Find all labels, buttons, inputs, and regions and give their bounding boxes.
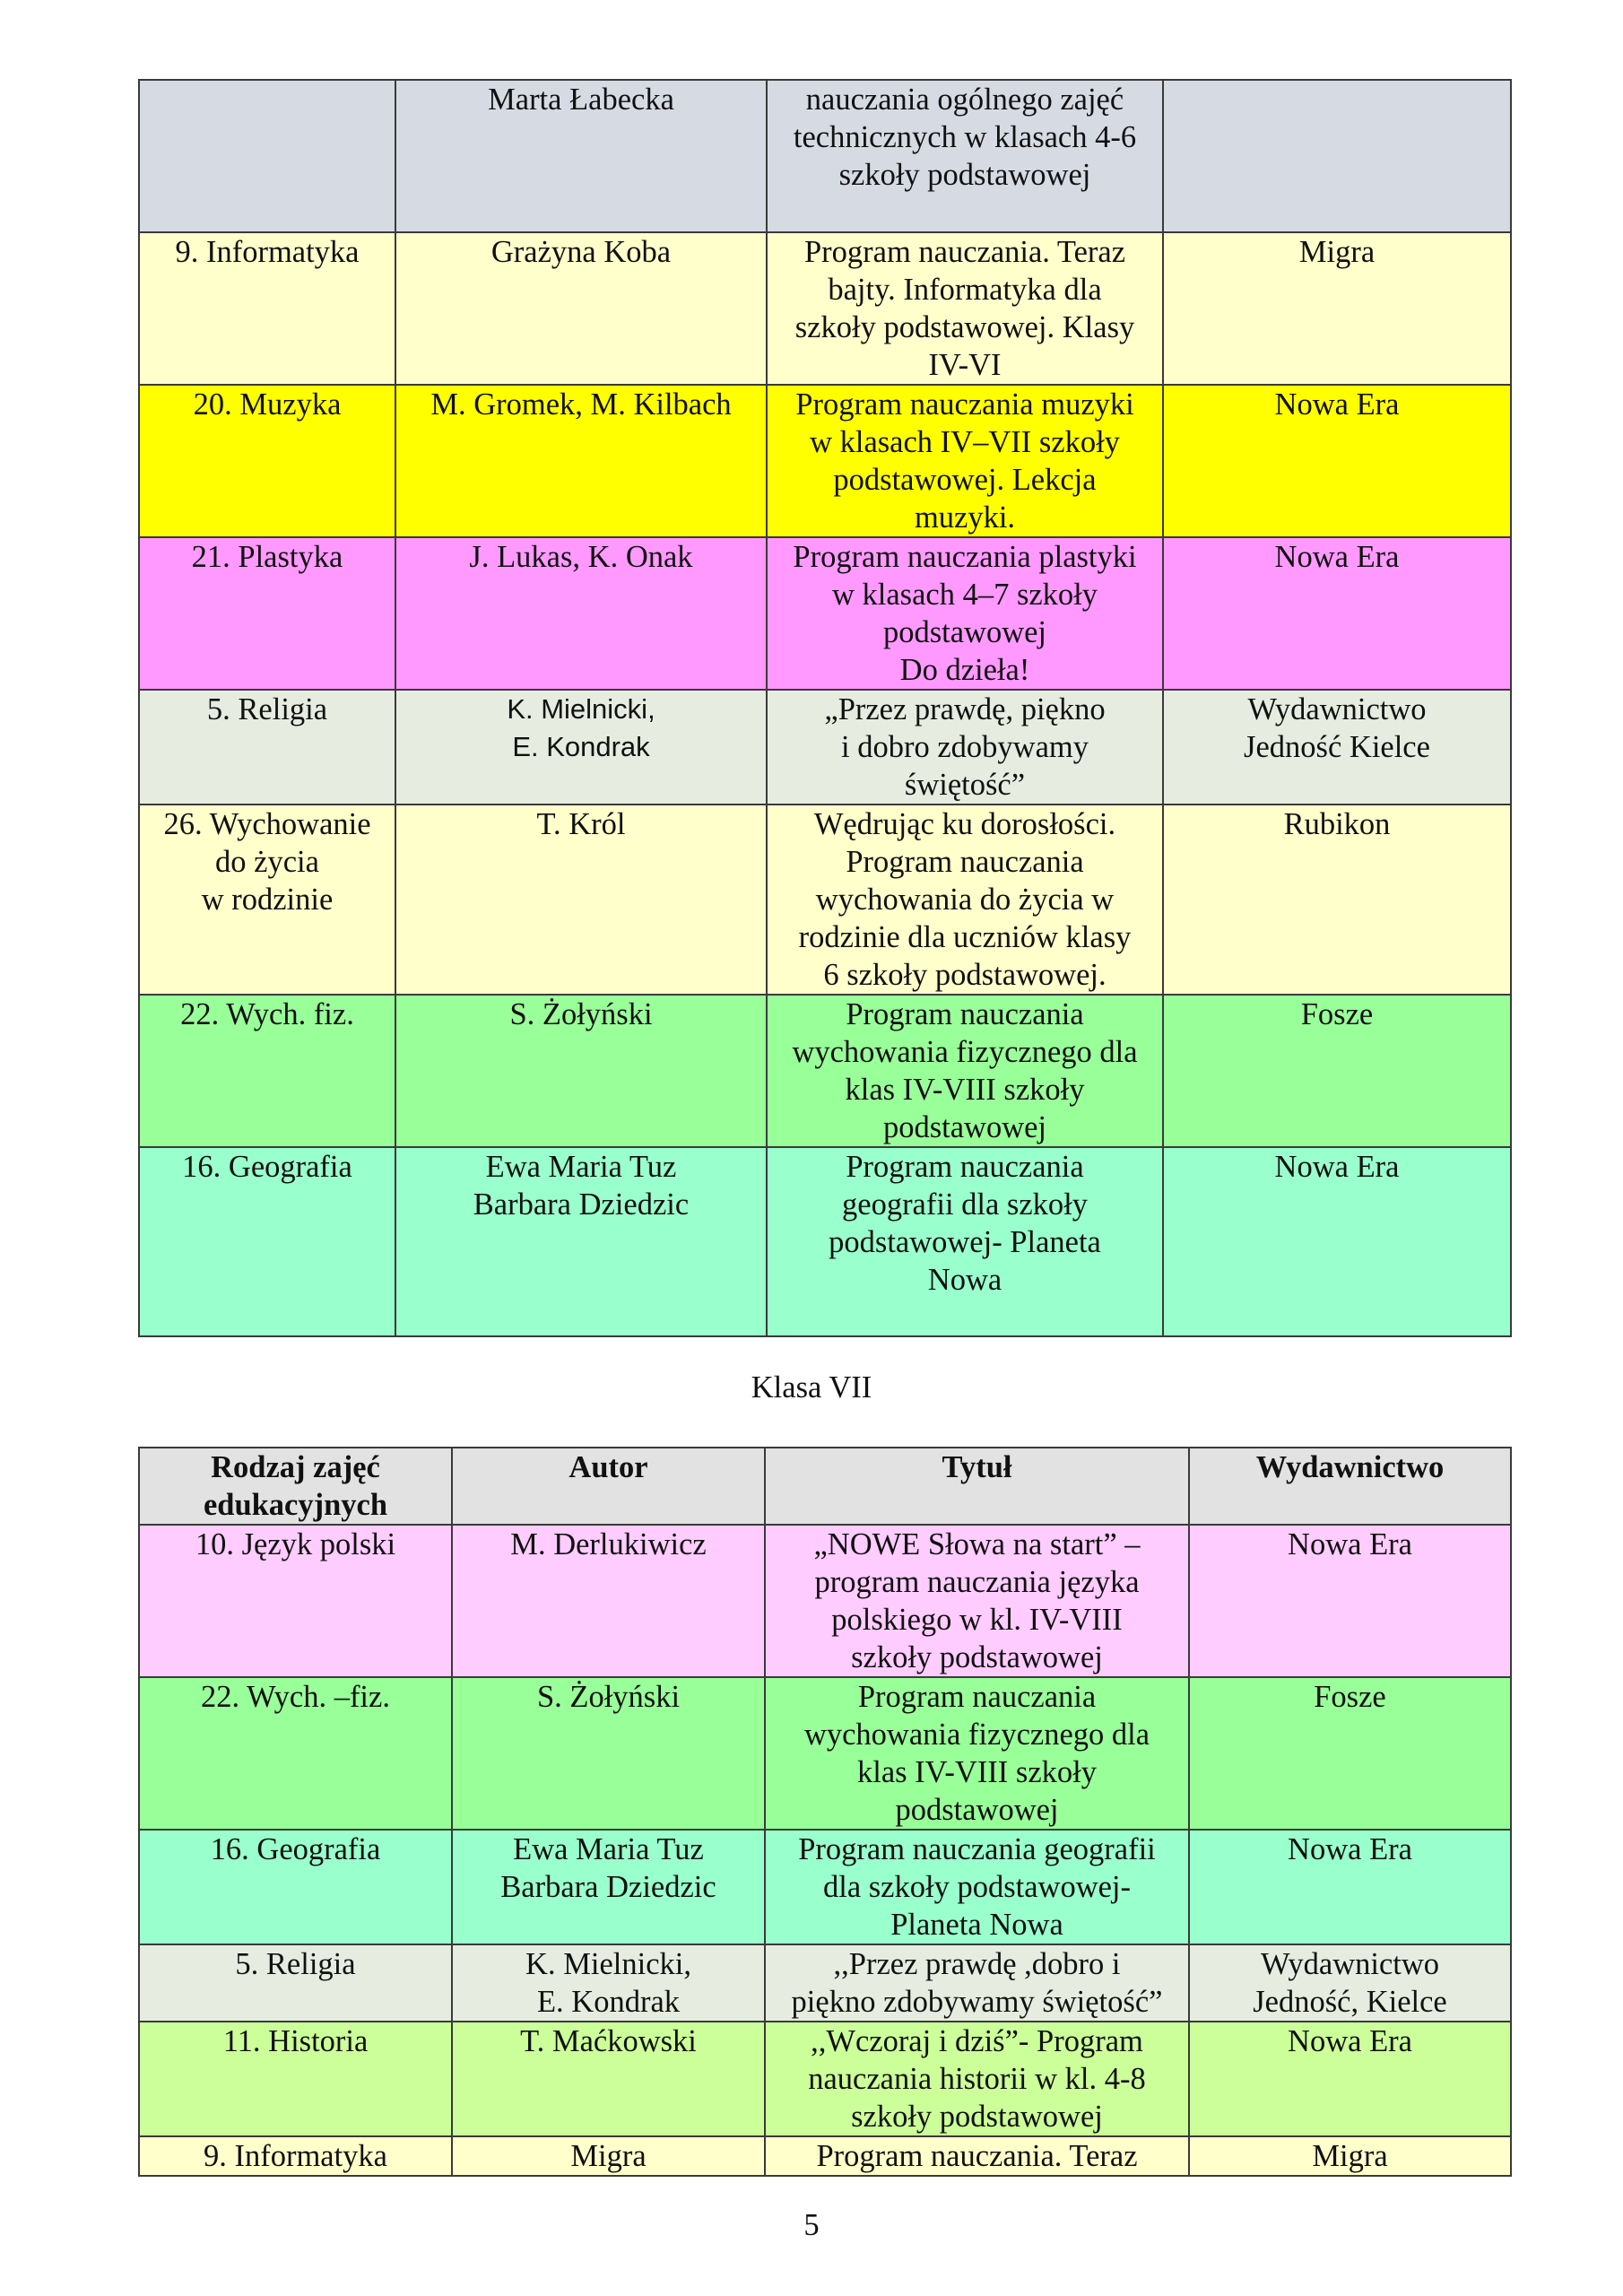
- cell-subject: 10. Język polski: [139, 1525, 452, 1677]
- cell-title: Program nauczania. Teraz: [765, 2136, 1189, 2176]
- cell-author: Grażyna Koba: [395, 232, 767, 385]
- cell-subject: 5. Religia: [139, 1944, 452, 2022]
- cell-subject: 16. Geografia: [139, 1147, 395, 1336]
- cell-title: nauczania ogólnego zajęć technicznych w klasach 4-6 szkoły podstawowej: [767, 80, 1163, 232]
- cell-title: Program nauczania. Teraz bajty. Informatyka dla szkoły podstawowej. Klasy IV-VI: [767, 232, 1163, 385]
- cell-publisher: [1163, 80, 1511, 232]
- cell-author: J. Lukas, K. Onak: [395, 537, 767, 690]
- table-header-row: [139, 1448, 1511, 1525]
- cell-subject: 16. Geografia: [139, 1830, 452, 1944]
- section-title: Klasa VII: [751, 1370, 872, 1405]
- table-row: [139, 1830, 1511, 1944]
- cell-author: K. Mielnicki, E. Kondrak: [452, 1944, 765, 2022]
- cell-subject: 26. Wychowanie do życia w rodzinie: [139, 804, 395, 995]
- cell-subject: 22. Wych. –fiz.: [139, 1677, 452, 1830]
- cell-publisher: Migra: [1189, 2136, 1511, 2176]
- cell-author: S. Żołyński: [395, 995, 767, 1147]
- header-subject: Rodzaj zajęć edukacyjnych: [139, 1448, 452, 1525]
- header-author: Autor: [452, 1448, 765, 1525]
- cell-publisher: Nowa Era: [1189, 1830, 1511, 1944]
- table-row: [139, 537, 1511, 690]
- table-row: [139, 1944, 1511, 2022]
- cell-author: K. Mielnicki, E. Kondrak: [395, 690, 767, 804]
- table-row: [139, 1525, 1511, 1677]
- cell-subject: 22. Wych. fiz.: [139, 995, 395, 1147]
- cell-title: „Przez prawdę, piękno i dobro zdobywamy świętość”: [767, 690, 1163, 804]
- cell-subject: 21. Plastyka: [139, 537, 395, 690]
- cell-subject: 9. Informatyka: [139, 232, 395, 385]
- cell-title: ,,Przez prawdę ,dobro i piękno zdobywamy świętość”: [765, 1944, 1189, 2022]
- header-publisher: Wydawnictwo: [1189, 1448, 1511, 1525]
- curriculum-table-class-vi: [138, 79, 1512, 1337]
- cell-subject: 9. Informatyka: [139, 2136, 452, 2176]
- header-title: Tytuł: [765, 1448, 1189, 1525]
- cell-title: Program nauczania geografii dla szkoły podstawowej- Planeta Nowa: [765, 1830, 1189, 1944]
- cell-publisher: Rubikon: [1163, 804, 1511, 995]
- cell-publisher: Nowa Era: [1163, 537, 1511, 690]
- cell-title: Program nauczania wychowania fizycznego dla klas IV-VIII szkoły podstawowej: [765, 1677, 1189, 1830]
- cell-author: M. Gromek, M. Kilbach: [395, 385, 767, 537]
- cell-subject: 11. Historia: [139, 2022, 452, 2136]
- cell-author: T. Król: [395, 804, 767, 995]
- cell-author: M. Derlukiwicz: [452, 1525, 765, 1677]
- cell-author: Ewa Maria Tuz Barbara Dziedzic: [395, 1147, 767, 1336]
- cell-publisher: Migra: [1163, 232, 1511, 385]
- curriculum-table-class-vii: [138, 1447, 1512, 2177]
- cell-author: Marta Łabecka: [395, 80, 767, 232]
- table-row: [139, 1677, 1511, 1830]
- table-row: [139, 1147, 1511, 1336]
- cell-author: Ewa Maria Tuz Barbara Dziedzic: [452, 1830, 765, 1944]
- table-row: [139, 804, 1511, 995]
- table-row: [139, 385, 1511, 537]
- cell-subject: 5. Religia: [139, 690, 395, 804]
- table-row: [139, 232, 1511, 385]
- cell-author: Migra: [452, 2136, 765, 2176]
- cell-publisher: Nowa Era: [1163, 1147, 1511, 1336]
- cell-publisher: Nowa Era: [1189, 1525, 1511, 1677]
- cell-title: Program nauczania muzyki w klasach IV–VII szkoły podstawowej. Lekcja muzyki.: [767, 385, 1163, 537]
- cell-publisher: Nowa Era: [1189, 2022, 1511, 2136]
- cell-title: Wędrując ku dorosłości. Program nauczania wychowania do życia w rodzinie dla uczniów klasy 6 szkoły podstawowej.: [767, 804, 1163, 995]
- cell-title: Program nauczania wychowania fizycznego dla klas IV-VIII szkoły podstawowej: [767, 995, 1163, 1147]
- table-row: [139, 995, 1511, 1147]
- cell-title: ,,Wczoraj i dziś”- Program nauczania historii w kl. 4-8 szkoły podstawowej: [765, 2022, 1189, 2136]
- cell-subject: [139, 80, 395, 232]
- cell-publisher: Nowa Era: [1163, 385, 1511, 537]
- cell-publisher: Wydawnictwo Jedność Kielce: [1163, 690, 1511, 804]
- cell-author: T. Maćkowski: [452, 2022, 765, 2136]
- cell-subject: 20. Muzyka: [139, 385, 395, 537]
- table-row: [139, 2136, 1511, 2176]
- cell-publisher: Fosze: [1189, 1677, 1511, 1830]
- cell-publisher: Wydawnictwo Jedność, Kielce: [1189, 1944, 1511, 2022]
- cell-title: Program nauczania geografii dla szkoły podstawowej- Planeta Nowa: [767, 1147, 1163, 1336]
- page-number: 5: [803, 2208, 820, 2242]
- table-row: [139, 80, 1511, 232]
- cell-title: Program nauczania plastyki w klasach 4–7 szkoły podstawowej Do dzieła!: [767, 537, 1163, 690]
- cell-title: „NOWE Słowa na start” – program nauczania języka polskiego w kl. IV-VIII szkoły podstawowej: [765, 1525, 1189, 1677]
- cell-publisher: Fosze: [1163, 995, 1511, 1147]
- table-row: [139, 2022, 1511, 2136]
- cell-author: S. Żołyński: [452, 1677, 765, 1830]
- table-row: [139, 690, 1511, 804]
